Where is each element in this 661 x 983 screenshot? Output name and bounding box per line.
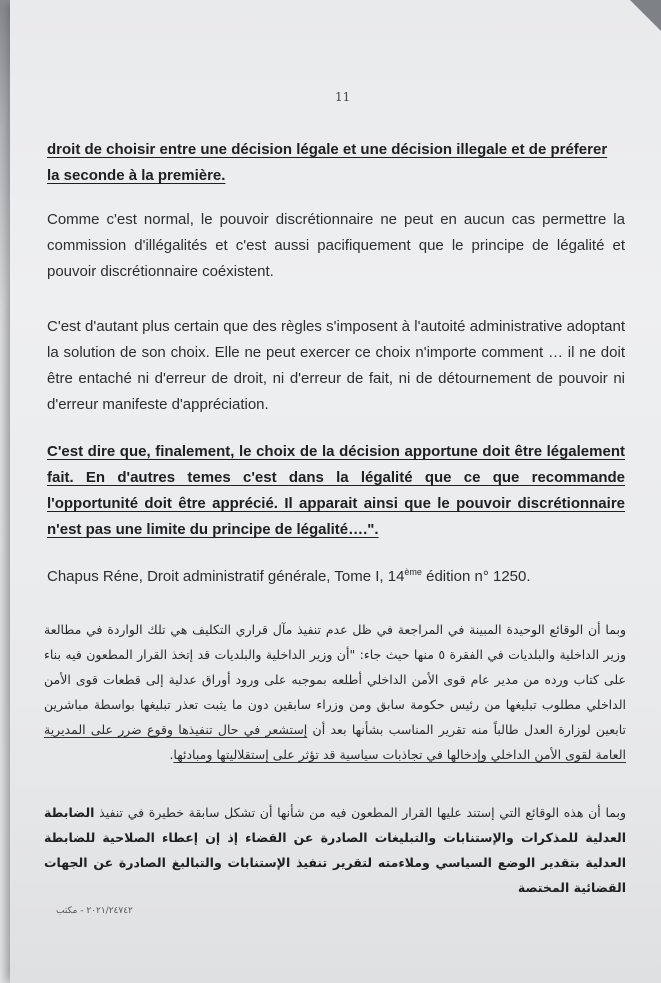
arabic-facts-text: وبما أن الوقائع الوحيدة المبينة في المراجعة في ظل عدم تنفيذ مآل قراري التكليف هي تلك الواردة في مطالعة وزير الداخلية والبلديات في الفقرة ٥ منها حيث جاء: "أن وزير الداخلية والبلديات قد إتخذ القرار المطعون فيه بناء على كتاب ورده من مدير عام قوى الأمن الداخلي أطلعه بموجبه على ورود أوراق عدلية إلى قطعات قوى الأمن الداخلي مطلوب تبليغها من رئيس حكومة سابق ومن وزراء سابقين دون ما يثبت تعذر تبليغها بواسطة مباشرين تابعين لوزارة العدل طالباً منه تقرير المناسب بشأنها بعد أن: [44, 622, 626, 737]
page-corner-shadow: [630, 0, 661, 40]
footer-stamp: ٢٠٢١/٢٤٧٤٢ - مكتب: [56, 906, 133, 916]
paragraph-conclusion: C'est dire que, finalement, le choix de la décision apportune doit être légalement fait. En d'autres temes c'est dans la légalité que ce que recommande l'opportunité doit être apprécié. Il apparait ainsi que le pouvoir discrétionnaire n'est pas une limite du principe de légalité….".: [47, 443, 625, 538]
arabic-precedent-bold: الضابطة العدلية للمذكرات والإستنابات والتبليغات الصادرة عن القضاء إذ إن إعطاء الصلاحية للضابطة العدلية بتقدير الوضع السياسي وملاءمته لتقرير تنفيذ الإستنابات والتبالبغ الصادرة عن الجهات القضائية المختصة: [44, 805, 626, 895]
page-number: 11: [335, 90, 351, 104]
quote-closing-line-2: la seconde à la première.: [47, 167, 226, 184]
arabic-facts-underlined: إستشعر في حال تنفيذها وقوع ضرر على المديرية العامة لقوى الأمن الداخلي وإدخالها في تجاذبات سياسية قد تؤثر على إستقلاليتها ومبادئها: [44, 722, 626, 762]
citation-text: Chapus Réne, Droit administratif générale, Tome I, 14: [47, 568, 405, 585]
paragraph-discretionary-power: Comme c'est normal, le pouvoir discrétionnaire ne peut en aucun cas permettre la commission d'illégalités et c'est aussi pacifiquement que le principe de légalité et pouvoir discrétionnaire coéxistent.: [47, 211, 625, 280]
quote-closing-paragraph: [47, 137, 625, 189]
quote-closing-line-1: droit de choisir entre une décision légale et une décision illegale et de préferer: [47, 141, 608, 158]
citation-suffix: édition n° 1250.: [421, 568, 531, 585]
arabic-paragraph-facts: وبما أن الوقائع الوحيدة المبينة في المراجعة في ظل عدم تنفيذ مآل قراري التكليف هي تلك الواردة في مطالعة وزير الداخلية والبلديات في الفقرة ٥ منها حيث جاء: "أن وزير الداخلية والبلديات قد إتخذ القرار المطعون فيه بناء على كتاب ورده من مدير عام قوى الأمن الداخلي أطلعه بموجبه على ورود أوراق عدلية إلى قطعات قوى الأمن الداخلي مطلوب تبليغها من رئيس حكومة سابق ومن وزراء سابقين دون ما يثبت تعذر تبليغها بواسطة مباشرين تابعين لوزارة العدل طالباً منه تقرير المناسب بشأنها بعد أن إستشعر في حال تنفيذها وقوع ضرر على المديرية العامة لقوى الأمن الداخلي وإدخالها في تجاذبات سياسية قد تؤثر على إستقلاليتها ومبادئها.: [44, 622, 626, 762]
arabic-precedent-text: وبما أن هذه الوقائع التي إستند عليها القرار المطعون فيه من شأنها أن تشكل سابقة خطيرة في تنفيذ: [94, 805, 626, 820]
paragraph-rules-imposed: C'est d'autant plus certain que des règles s'imposent à l'autoité administrative adoptant la solution de son choix. Elle ne peut exercer ce choix n'importe comment … il ne doit être entaché ni d'erreur de droit, ni d'erreur de fait, ni de détournement de pouvoir ni d'erreur manifeste d'appréciation.: [47, 318, 625, 413]
citation: [47, 564, 625, 590]
arabic-paragraph-precedent: [44, 800, 626, 900]
citation-superscript: ème: [404, 567, 422, 577]
